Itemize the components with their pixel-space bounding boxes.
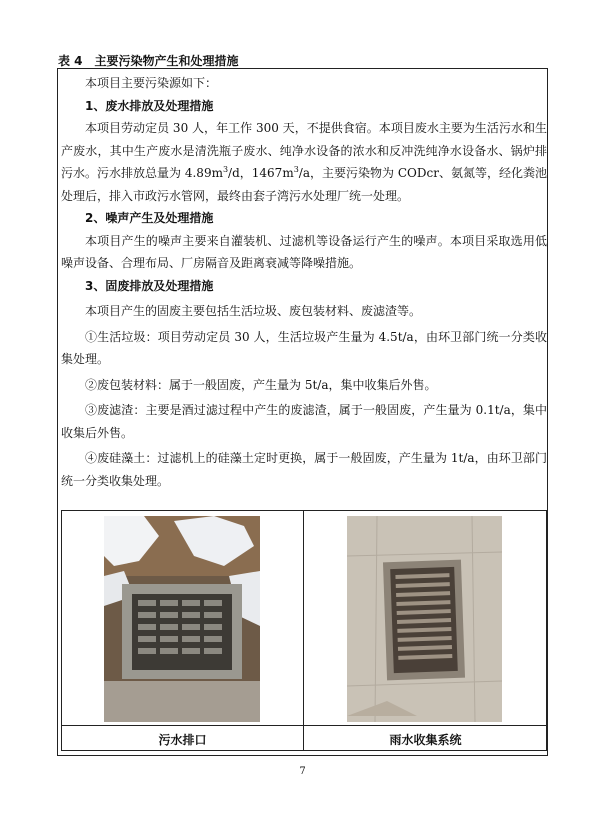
solid-waste-item-3: ③废滤渣：主要是酒过滤过程中产生的废滤渣，属于一般固废，产生量为 0.1t/a，集中收集后外售。: [61, 403, 547, 440]
photo-caption-rainwater-system: 雨水收集系统: [389, 733, 462, 747]
wastewater-sup-2: 3: [293, 165, 299, 174]
wastewater-text-b: /d，1467m: [228, 166, 294, 180]
rainwater-system-photo: [347, 516, 502, 722]
section-heading-solid-waste: 3、固废排放及处理措施: [85, 278, 214, 293]
photo-table: [61, 510, 547, 751]
wastewater-paragraph: [61, 117, 547, 207]
wastewater-sup-1: 3: [222, 165, 229, 174]
solid-waste-intro: 本项目产生的固废主要包括生活垃圾、废包装材料、废滤渣等。: [85, 304, 422, 318]
table-divider-vertical: [303, 511, 304, 750]
solid-waste-item-4: ④废硅藻土：过滤机上的硅藻土定时更换，属于一般固废，产生量为 1t/a，由环卫部门统一分类收集处理。: [61, 451, 547, 488]
content-body: [61, 72, 547, 492]
noise-paragraph: 本项目产生的噪声主要来自灌装机、过滤机等设备运行产生的噪声。本项目采取选用低噪声设备、合理布局、厂房隔音及距离衰减等降噪措施。: [61, 233, 547, 270]
section-heading-noise: 2、噪声产生及处理措施: [85, 211, 214, 225]
intro-text: 本项目主要污染源如下：: [85, 76, 218, 90]
table-title: 表 4 主要污染物产生和处理措施: [58, 54, 239, 68]
wastewater-text-c: /a，主要污染物为 CODcr、氨氮等，经化粪池处理后，排入市政污水管网，最终由套子湾污水处理厂统一处理。: [61, 166, 547, 203]
solid-waste-item-1: ①生活垃圾：项目劳动定员 30 人，生活垃圾产生量为 4.5t/a，由环卫部门统一分类收集处理。: [61, 329, 547, 366]
page-number: 7: [299, 766, 306, 777]
solid-waste-item-2: ②废包装材料：属于一般固废，产生量为 5t/a，集中收集后外售。: [85, 377, 437, 392]
wastewater-text-a: 本项目劳动定员 30 人，年工作 300 天，不提供食宿。本项目废水主要为生活污水和生产废水，其中生产废水是清洗瓶子废水、纯净水设备的浓水和反冲洗纯净水设备水、锅炉排污水。污水排放总量为 4.89m: [61, 121, 547, 180]
table-divider-horizontal: [62, 725, 546, 726]
sewage-outlet-photo: [104, 516, 260, 722]
photo-caption-sewage-outlet: 污水排口: [158, 733, 207, 747]
section-heading-wastewater: 1、废水排放及处理措施: [85, 98, 214, 113]
